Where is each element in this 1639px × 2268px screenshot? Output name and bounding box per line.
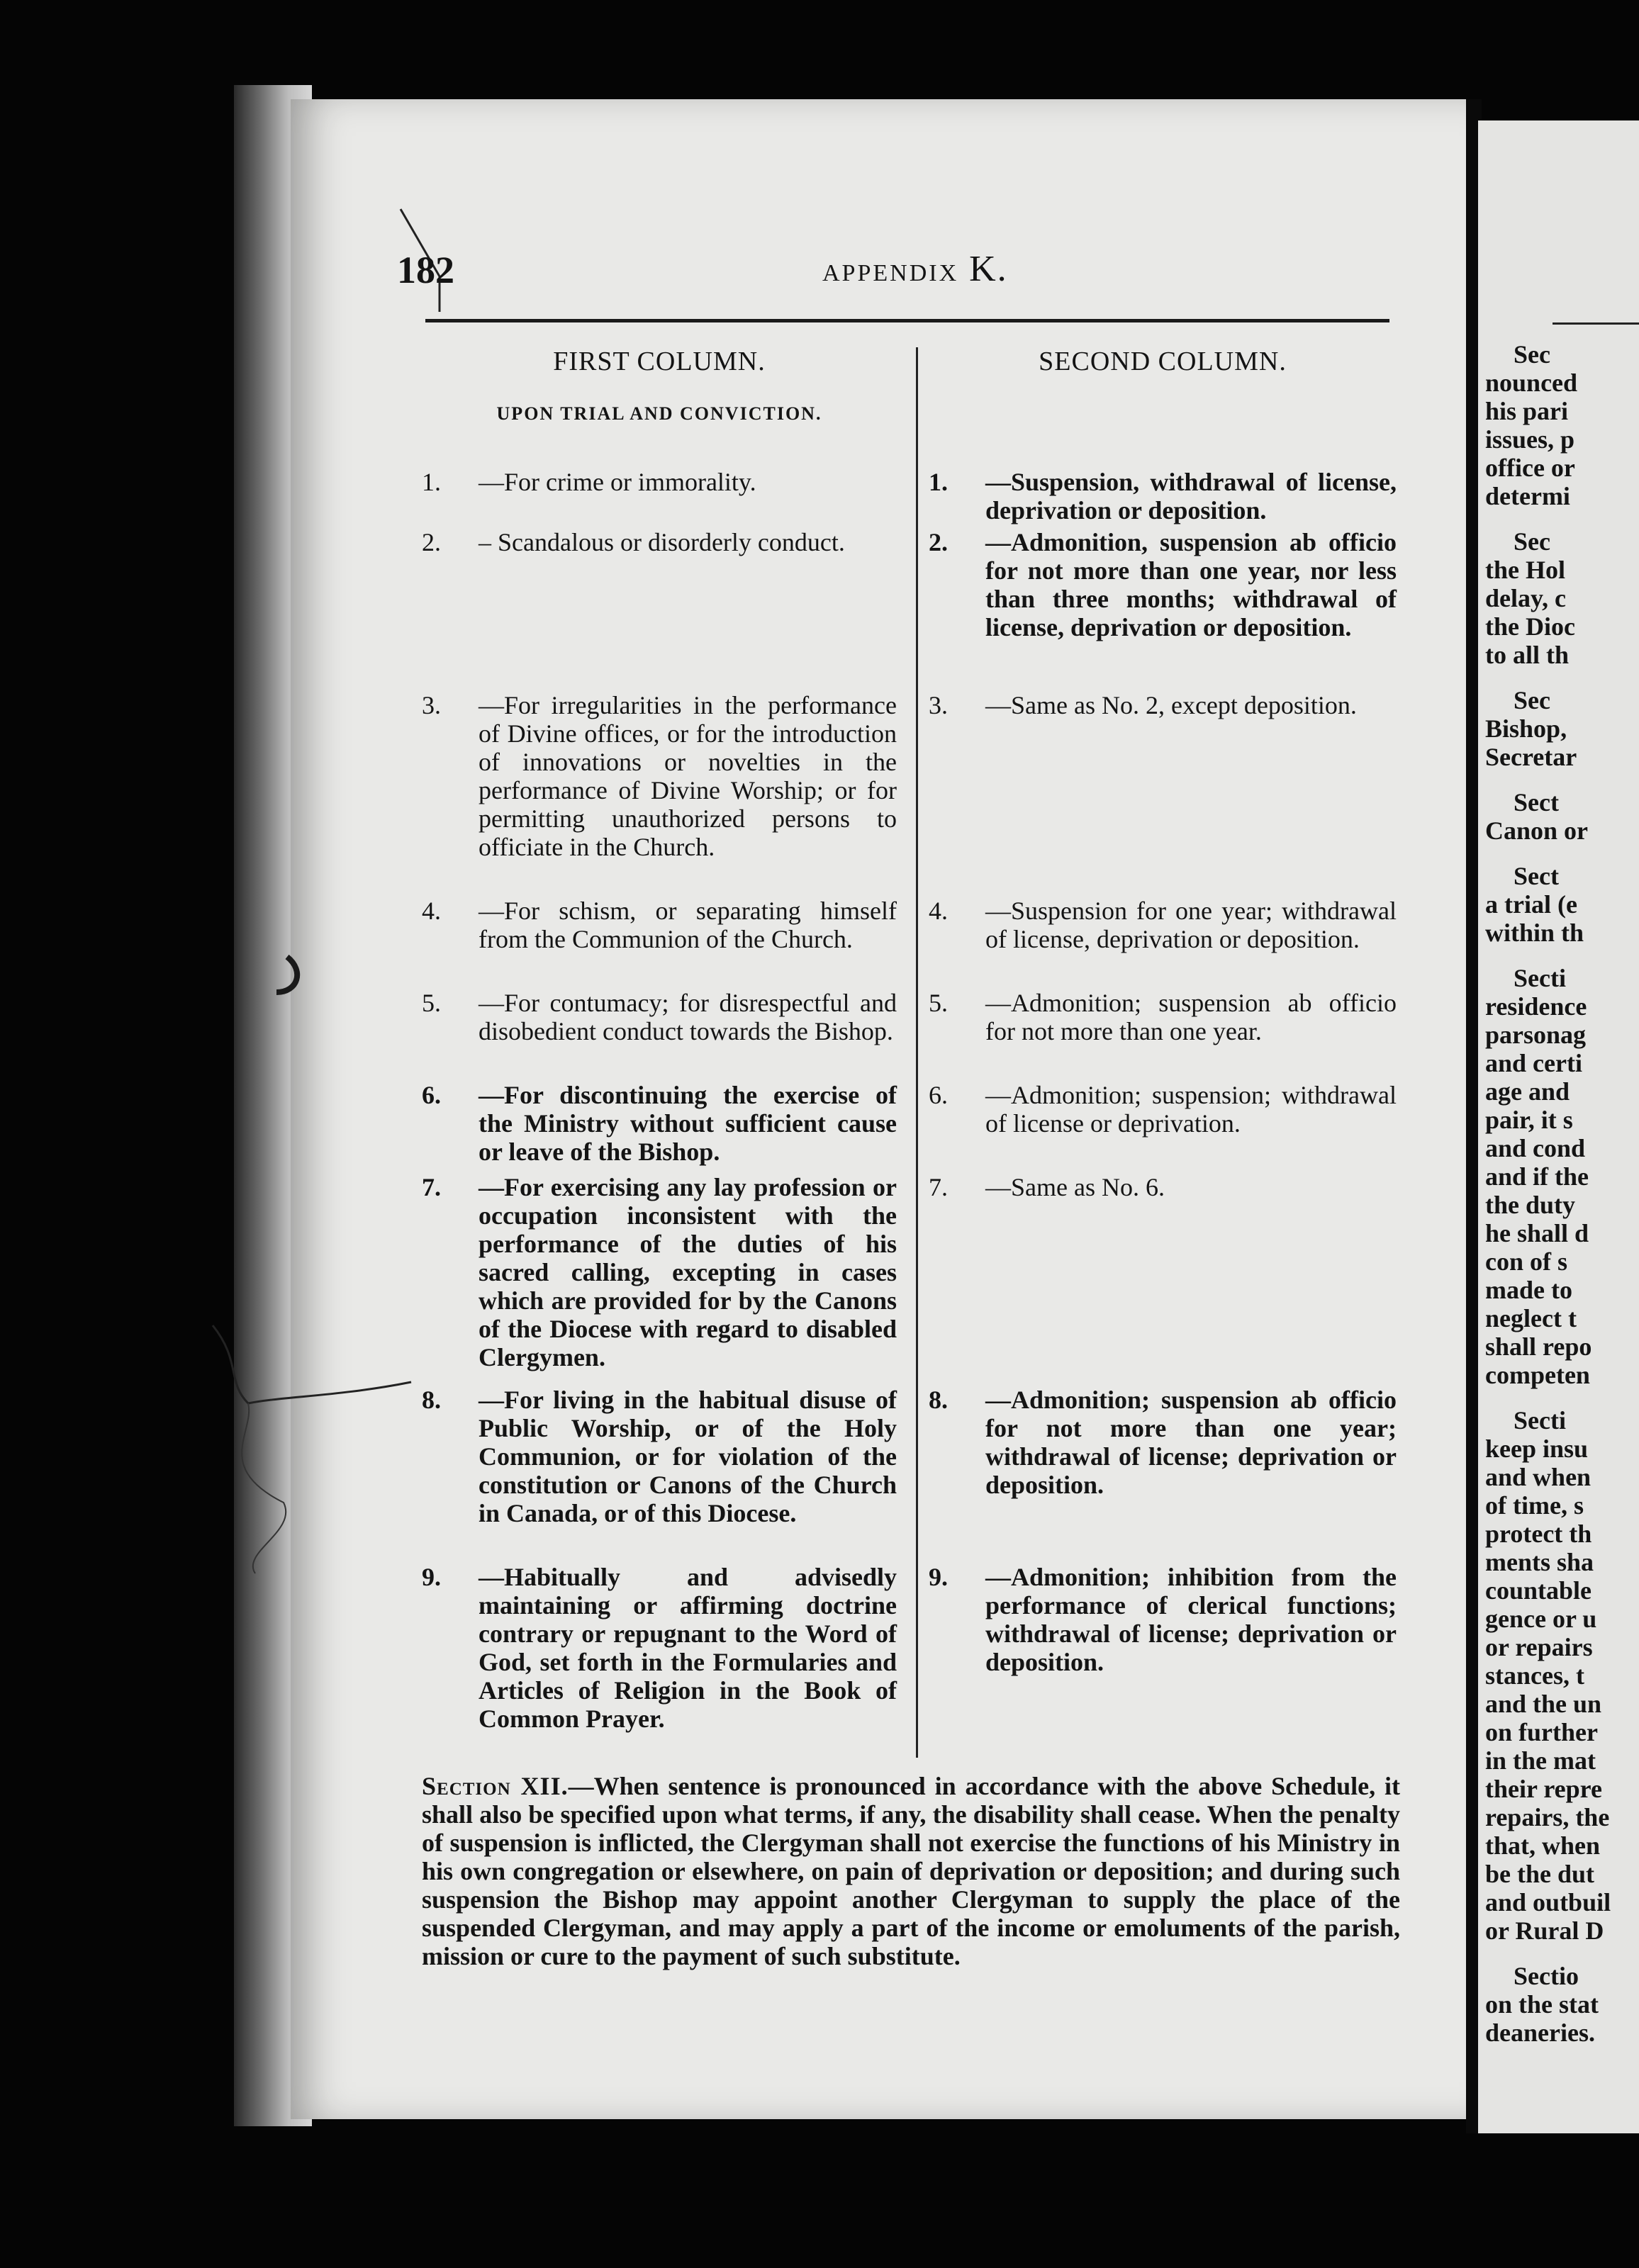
facing-page-line: countable (1485, 1576, 1592, 1605)
item-number: 7. (929, 1173, 948, 1201)
item-text: —Admonition; suspension; withdrawal of license or deprivation. (985, 1081, 1397, 1138)
section-xii-label: Section XII. (422, 1772, 569, 1800)
first-item-2 (422, 528, 897, 556)
first-item-8 (422, 1386, 897, 1527)
facing-page-line: Sec (1514, 340, 1550, 369)
facing-page-line: and the un (1485, 1690, 1602, 1718)
second-item-6 (929, 1081, 1397, 1138)
facing-page-line: competen (1485, 1361, 1590, 1389)
section-xii-text: —When sentence is pronounced in accordance with the above Schedule, it shall also be specified upon what terms, if any, the disability shall cease. When the penalty of suspension is inflicted, the Clergyman shall not exercise the functions of his Ministry in his own congregation or elsewhere, on pain of deprivation or deposition; and during such suspension the Bishop may appoint another Clergyman to supply the place of the suspended Clergyman, and may apply a part of the income or emoluments of the parish, mission or cure to the payment of such substitute. (422, 1772, 1400, 1970)
second-item-5 (929, 989, 1397, 1045)
facing-page-line: pair, it s (1485, 1106, 1573, 1134)
first-item-1 (422, 468, 897, 496)
item-number: 1. (422, 468, 441, 496)
facing-page-line: on further (1485, 1718, 1598, 1746)
item-text: —Admonition, suspension ab officio for not more than one year, nor less than three months; withdrawal of license, deprivation or deposition. (985, 528, 1397, 641)
facing-page-line: of time, s (1485, 1491, 1584, 1520)
facing-page-block (1485, 964, 1639, 1389)
item-text: —For exercising any lay profession or occupation inconsistent with the performance of the duties of his sacred calling, excepting in cases which are provided for by the Canons of the Diocese with regard to disabled Clergymen. (479, 1173, 897, 1371)
facing-page-line: neglect t (1485, 1304, 1577, 1332)
header-rule (425, 319, 1389, 322)
facing-page-line: the Hol (1485, 556, 1565, 584)
facing-page-line: on the stat (1485, 1990, 1599, 2019)
facing-page-line: the duty (1485, 1191, 1576, 1219)
item-text: —Suspension for one year; withdrawal of license, deprivation or deposition. (985, 897, 1397, 953)
appendix-letter: K. (969, 249, 1008, 289)
second-item-2 (929, 528, 1397, 641)
item-number: 9. (929, 1563, 948, 1591)
facing-page-line: repairs, the (1485, 1803, 1610, 1831)
facing-page-line: his pari (1485, 397, 1569, 425)
facing-page-line: keep insu (1485, 1435, 1589, 1463)
facing-page-line: determi (1485, 482, 1570, 510)
item-number: 6. (929, 1081, 948, 1109)
item-text: —For irregularities in the performance of Divine offices, or for the introduction of innovations or novelties in the performance of Divine Worship; or for permitting unauthorized persons to officiate in the Church. (479, 691, 897, 861)
item-number: 5. (929, 989, 948, 1017)
facing-page-line: their repre (1485, 1775, 1602, 1803)
facing-page-text (1485, 340, 1639, 2064)
facing-page-line: Bishop, (1485, 714, 1567, 743)
facing-page-line: Sect (1514, 788, 1559, 816)
first-item-9 (422, 1563, 897, 1733)
facing-page-line: and cond (1485, 1134, 1586, 1162)
item-text: – Scandalous or disorderly conduct. (479, 528, 845, 556)
margin-pencil-mark-left (255, 950, 312, 1006)
first-item-4 (422, 897, 897, 953)
facing-page-block (1485, 340, 1639, 510)
facing-page-line: office or (1485, 454, 1575, 482)
item-text: —For crime or immorality. (479, 468, 756, 496)
item-number: 8. (929, 1386, 948, 1414)
item-number: 6. (422, 1081, 441, 1109)
facing-page-line: he shall d (1485, 1219, 1589, 1247)
facing-page-line: nounced (1485, 369, 1578, 397)
item-text: —Same as No. 6. (985, 1173, 1165, 1201)
first-column (422, 347, 897, 1733)
facing-page-line: Secti (1514, 1406, 1566, 1435)
facing-page-block (1485, 686, 1639, 771)
item-number: 7. (422, 1173, 441, 1201)
item-text: —For schism, or separating himself from the Communion of the Church. (479, 897, 897, 953)
facing-page-line: Secretar (1485, 743, 1577, 771)
facing-page-line: Sectio (1514, 1962, 1579, 1990)
second-column (929, 347, 1397, 1676)
appendix-label: APPENDIX (822, 260, 959, 286)
item-text: —For contumacy; for disrespectful and disobedient conduct towards the Bishop. (479, 989, 897, 1045)
item-number: 4. (929, 897, 948, 925)
facing-page-line: or Rural D (1485, 1916, 1604, 1945)
item-number: 2. (929, 528, 948, 556)
first-item-3 (422, 691, 897, 861)
facing-page-line: and outbuil (1485, 1888, 1611, 1916)
facing-page-line: that, when (1485, 1831, 1601, 1860)
facing-page-line: Sect (1514, 862, 1559, 890)
facing-page-line: issues, p (1485, 425, 1575, 454)
second-item-9 (929, 1563, 1397, 1676)
item-text: —Admonition; suspension ab officio for not more than one year; withdrawal of license; deprivation or deposition. (985, 1386, 1397, 1499)
section-xii-paragraph (422, 1772, 1400, 1970)
appendix-title (822, 248, 1008, 290)
facing-page-line: deaneries. (1485, 2019, 1595, 2047)
running-head (397, 248, 1389, 305)
facing-page-line: the Dioc (1485, 612, 1575, 641)
facing-page-block (1485, 527, 1639, 669)
item-number: 4. (422, 897, 441, 925)
item-text: —Admonition; inhibition from the performance of clerical functions; withdrawal of license; deprivation or deposition. (985, 1563, 1397, 1676)
facing-page-line: Secti (1514, 964, 1566, 992)
item-text: —Suspension, withdrawal of license, deprivation or deposition. (985, 468, 1397, 524)
first-column-subheading: UPON TRIAL AND CONVICTION. (496, 403, 822, 424)
facing-page-line: gence or u (1485, 1605, 1597, 1633)
facing-page-line: and certi (1485, 1049, 1582, 1077)
item-text: —For discontinuing the exercise of the Ministry without sufficient cause or leave of the Bishop. (479, 1081, 897, 1166)
item-number: 1. (929, 468, 948, 496)
facing-page-line: and if the (1485, 1162, 1589, 1191)
column-divider (916, 347, 918, 1758)
facing-page-line: a trial (e (1485, 890, 1577, 919)
facing-page-line: protect th (1485, 1520, 1592, 1548)
first-column-heading: FIRST COLUMN. (553, 347, 766, 376)
facing-page-line: delay, c (1485, 584, 1566, 612)
facing-page-line: parsonag (1485, 1021, 1587, 1049)
facing-page-block (1485, 862, 1639, 947)
facing-page-line: made to (1485, 1276, 1572, 1304)
facing-page-block (1485, 1406, 1639, 1945)
facing-page-line: to all th (1485, 641, 1570, 669)
facing-page-line: and when (1485, 1463, 1592, 1491)
facing-page-line: age and (1485, 1077, 1570, 1106)
first-item-5 (422, 989, 897, 1045)
item-number: 3. (422, 691, 441, 719)
item-number: 9. (422, 1563, 441, 1591)
second-item-4 (929, 897, 1397, 953)
facing-page-line: Sec (1514, 686, 1550, 714)
item-number: 2. (422, 528, 441, 556)
facing-page-rule (1553, 322, 1639, 325)
facing-page-line: in the mat (1485, 1746, 1596, 1775)
facing-page-line: or repairs (1485, 1633, 1593, 1661)
facing-page-line: within th (1485, 919, 1584, 947)
second-item-8 (929, 1386, 1397, 1499)
facing-page-block (1485, 788, 1639, 845)
facing-page-line: shall repo (1485, 1332, 1592, 1361)
facing-page-line: Canon or (1485, 816, 1589, 845)
facing-page-line: residence (1485, 992, 1587, 1021)
second-item-1 (929, 468, 1397, 524)
item-text: —For living in the habitual disuse of Public Worship, or of the Holy Communion, or for violation of the constitution or Canons of the Church in Canada, or of this Diocese. (479, 1386, 897, 1527)
item-number: 3. (929, 691, 948, 719)
facing-page-line: ments sha (1485, 1548, 1594, 1576)
margin-pencil-arrow (198, 1318, 425, 1616)
facing-page-line: con of s (1485, 1247, 1567, 1276)
item-text: —Admonition; suspension ab officio for not more than one year. (985, 989, 1397, 1045)
facing-page-line: stances, t (1485, 1661, 1584, 1690)
second-column-heading: SECOND COLUMN. (1039, 347, 1287, 376)
page-number: 182 (397, 249, 454, 291)
facing-page-line: Sec (1514, 527, 1550, 556)
facing-page-line: be the dut (1485, 1860, 1595, 1888)
second-item-3 (929, 691, 1397, 719)
facing-page-block (1485, 1962, 1639, 2047)
item-text: —Same as No. 2, except deposition. (985, 691, 1357, 719)
second-item-7 (929, 1173, 1397, 1201)
first-item-7 (422, 1173, 897, 1371)
item-text: —Habitually and advisedly maintaining or affirming doctrine contrary or repugnant to the Word of God, set forth in the Formularies and Articles of Religion in the Book of Common Prayer. (479, 1563, 897, 1733)
first-item-6 (422, 1081, 897, 1166)
item-number: 5. (422, 989, 441, 1017)
item-number: 8. (422, 1386, 441, 1414)
